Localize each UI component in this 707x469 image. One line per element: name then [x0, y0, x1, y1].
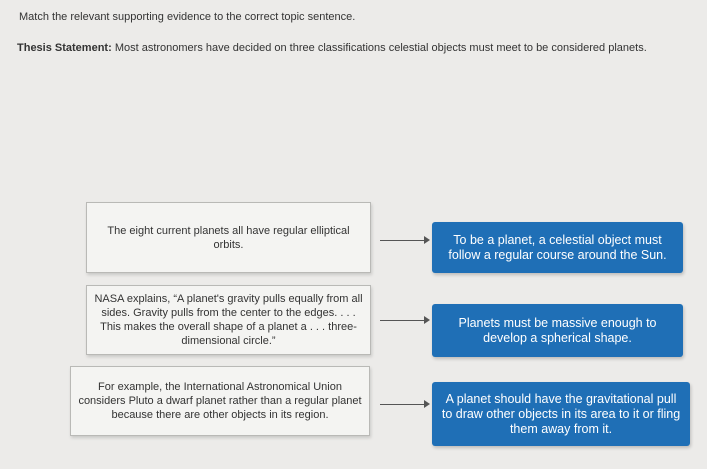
evidence-text-3: For example, the International Astronomical Union considers Pluto a dwarf planet rather than a regular planet because there are other objects in its region. — [78, 381, 362, 421]
thesis-text: Most astronomers have decided on three classifications celestial objects must meet to be considered planets. — [114, 42, 647, 54]
evidence-card-1[interactable] — [86, 202, 371, 273]
instruction-text: Match the relevant supporting evidence to the correct topic sentence. — [19, 11, 356, 23]
topic-text-3: A planet should have the gravitational pull to draw other objects in its area to it or fling them away from it. — [441, 391, 681, 436]
arrow-right-icon — [380, 400, 430, 410]
topic-text-1: To be a planet, a celestial object must follow a regular course around the Sun. — [448, 232, 667, 262]
evidence-card-3[interactable] — [70, 366, 370, 436]
topic-sentence-1[interactable] — [432, 222, 683, 273]
evidence-text-2: NASA explains, “A planet's gravity pulls equally from all sides. Gravity pulls from the center to the edges. . . . This makes the overall shape of a planet a . . . three-dimensional circle.” — [94, 293, 363, 347]
evidence-text-1: The eight current planets all have regular elliptical orbits. — [107, 224, 350, 251]
topic-text-2: Planets must be massive enough to develop a spherical shape. — [458, 315, 657, 345]
arrow-right-icon — [380, 316, 430, 326]
topic-sentence-2[interactable] — [432, 304, 683, 357]
topic-sentence-3[interactable] — [432, 382, 690, 446]
evidence-card-2[interactable] — [86, 285, 371, 355]
thesis-label: Thesis Statement: — [17, 42, 112, 54]
thesis-statement — [17, 42, 647, 54]
arrow-right-icon — [380, 236, 430, 246]
